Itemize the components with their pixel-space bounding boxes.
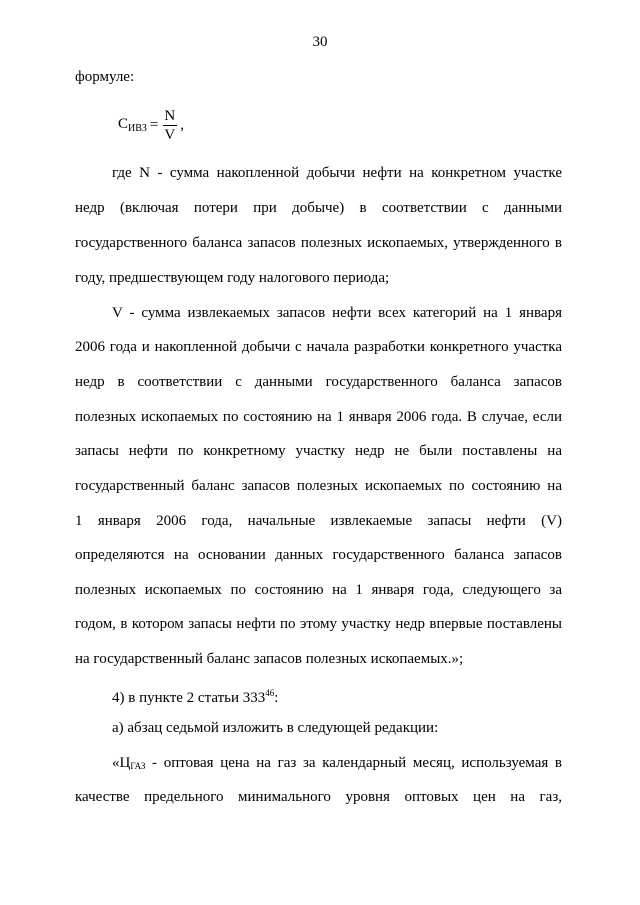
body-line: 2006 года и накопленной добычи с начала разработки конкретного участка	[75, 339, 562, 355]
quote-line	[112, 753, 562, 776]
item-4-superscript: 46	[265, 688, 275, 698]
formula	[118, 102, 184, 148]
intro-line: формуле:	[75, 69, 135, 85]
item-a-line: а) абзац седьмой изложить в следующей редакции:	[112, 720, 439, 736]
body-line: году, предшествующем году налогового периода;	[75, 270, 390, 286]
quote-rest: - оптовая цена на газ за календарный месяц, используемая в	[145, 755, 562, 771]
body-line: запасы нефти по конкретному участку недр не были поставлены на	[75, 443, 562, 459]
body-line: государственный баланс запасов полезных ископаемых по состоянию на	[75, 478, 562, 494]
body-line: где N - сумма накопленной добычи нефти на конкретном участке	[112, 165, 562, 181]
formula-lhs-symbol: С	[118, 116, 129, 132]
item-4-line	[112, 683, 562, 708]
body-line: полезных ископаемых по состоянию на 1 января 2006 года. В случае, если	[75, 409, 562, 425]
last-line: качестве предельного минимального уровня оптовых цен на газ,	[75, 789, 562, 805]
body-line: годом, в котором запасы нефти по этому участку недр впервые поставлены	[75, 616, 562, 632]
formula-lhs-subscript: ИВЗ	[128, 123, 147, 134]
formula-fraction	[161, 107, 178, 144]
body-line: недр (включая потери при добыче) в соответствии с данными	[75, 200, 562, 216]
formula-trail: ,	[180, 116, 184, 133]
page-number: 30	[312, 34, 328, 50]
item-4-tail: :	[274, 690, 279, 706]
body-line: полезных ископаемых по состоянию на 1 января года, следующего за	[75, 582, 562, 598]
formula-denominator: V	[164, 126, 176, 143]
quote-open: «Ц	[112, 755, 131, 771]
body-line: V - сумма извлекаемых запасов нефти всех категорий на 1 января	[112, 305, 562, 321]
body-line: определяются на основании данных государственного баланса запасов	[75, 547, 562, 563]
item-4-text: 4) в пункте 2 статьи 333	[112, 690, 266, 706]
quote-subscript: ГАЗ	[130, 761, 146, 771]
body-line: недр в соответствии с данными государственного баланса запасов	[75, 374, 562, 390]
formula-lhs	[118, 116, 147, 134]
body-line: государственного баланса запасов полезных ископаемых, утвержденного в	[75, 235, 562, 251]
formula-equals: =	[149, 116, 159, 133]
body-line: на государственный баланс запасов полезных ископаемых.»;	[75, 651, 464, 667]
formula-numerator: N	[164, 107, 176, 124]
body-line: 1 января 2006 года, начальные извлекаемые запасы нефти (V)	[75, 513, 562, 529]
